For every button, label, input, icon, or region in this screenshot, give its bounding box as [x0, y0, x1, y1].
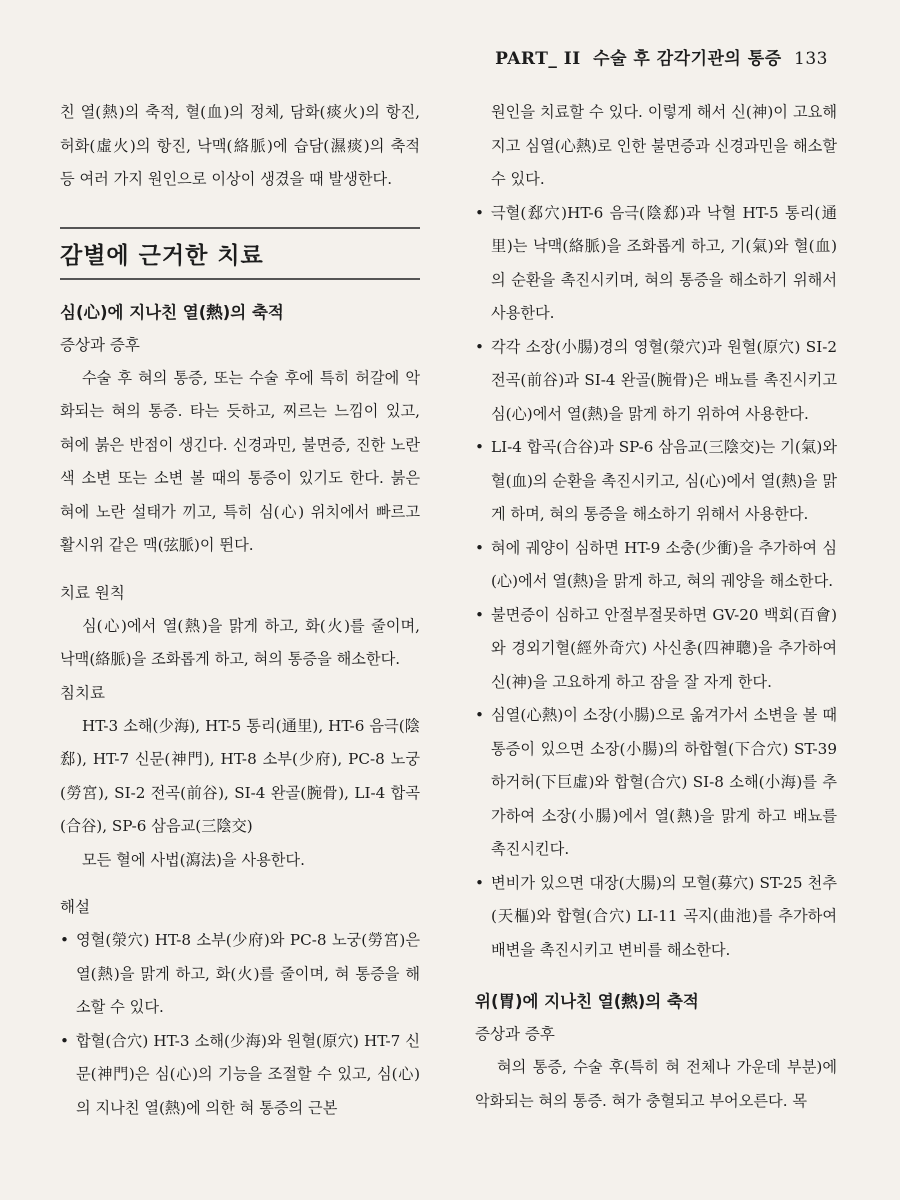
explanation-bullet: • 심열(心熱)이 소장(小腸)으로 옮겨가서 소변을 볼 때 통증이 있으면 소장(小腸)의 하합혈(下合穴) ST-39 하거허(下巨虛)와 합혈(合穴) SI-8 소해(小海)를 추가하여 소장(小腸)에서 열(熱)을 맑게 하고 배뇨를 촉진시킨다. [475, 699, 837, 867]
explanation-label: 해설 [60, 898, 90, 916]
symptoms-label: 증상과 증후 [475, 1025, 555, 1043]
symptoms-paragraph: 수술 후 혀의 통증, 또는 수술 후에 특히 허갈에 악화되는 혀의 통증. 타는 듯하고, 찌르는 느낌이 있고, 혀에 붉은 반점이 생긴다. 신경과민, 불면증, 진한 노란색 소변 또는 소변 볼 때의 통증이 있기도 한다. 붉은 혀에 노란 설태가 끼고, 특히 심(心) 위치에서 빠르고 활시위 같은 맥(弦脈)이 뛴다. [60, 368, 420, 554]
explanation-bullet: • 영혈(滎穴) HT-8 소부(少府)와 PC-8 노궁(勞宮)은 열(熱)을 맑게 하고, 화(火)를 줄이며, 혀 통증을 해소할 수 있다. [60, 924, 420, 1025]
running-header [495, 44, 828, 69]
acupuncture-points: HT-3 소해(少海), HT-5 통리(通里), HT-6 음극(陰郄), HT-7 신문(神門), HT-8 소부(少府), PC-8 노궁(勞宮), SI-2 전곡(前谷), SI-4 완골(腕骨), LI-4 합곡(合谷), SP-6 삼음교(三陰交) [60, 716, 420, 835]
subsection-title-stomach: 위(胃)에 지나친 열(熱)의 축적 [475, 992, 699, 1011]
explanation-bullet: • LI-4 합곡(合谷)과 SP-6 삼음교(三陰交)는 기(氣)와 혈(血)의 순환을 촉진시키고, 심(心)에서 열(熱)을 맑게 하며, 혀의 통증을 해소하기 위해서 사용한다. [475, 431, 837, 532]
explanation-bullet: • 합혈(合穴) HT-3 소해(少海)와 원혈(原穴) HT-7 신문(神門)은 심(心)의 기능을 조절할 수 있고, 심(心)의 지나친 열(熱)에 의한 혀 통증의 근본 [60, 1025, 420, 1126]
page-number: 133 [794, 49, 828, 69]
symptoms-label: 증상과 증후 [60, 335, 140, 354]
explanation-bullet: • 각각 소장(小腸)경의 영혈(滎穴)과 원혈(原穴) SI-2 전곡(前谷)과 SI-4 완골(腕骨)은 배뇨를 촉진시키고 심(心)에서 열(熱)을 맑게 하기 위하여 사용한다. [475, 331, 837, 432]
subsection-title-heart: 심(心)에 지나친 열(熱)의 축적 [60, 302, 284, 322]
principle-label: 치료 원칙 [60, 583, 125, 602]
explanation-bullet: • 극혈(郄穴)HT-6 음극(陰郄)과 낙혈 HT-5 통리(通里)는 낙맥(絡脈)을 조화롭게 하고, 기(氣)와 혈(血)의 순환을 촉진시키며, 혀의 통증을 해소하기 위해서 사용한다. [475, 197, 837, 331]
part-label: PART_ II [495, 49, 581, 69]
explanation-bullet: • 변비가 있으면 대장(大腸)의 모혈(募穴) ST-25 천추(天樞)와 합혈(合穴) LI-11 곡지(曲池)를 추가하여 배변을 촉진시키고 변비를 해소한다. [475, 867, 837, 968]
intro-paragraph: 친 열(熱)의 축적, 혈(血)의 정체, 담화(痰火)의 항진, 허화(虛火)의 항진, 낙맥(絡脈)에 습담(濕痰)의 축적 등 여러 가지 원인으로 이상이 생겼을 때 발생한다. [60, 103, 420, 188]
principle-paragraph: 심(心)에서 열(熱)을 맑게 하고, 화(火)를 줄이며, 낙맥(絡脈)을 조화롭게 하고, 혀의 통증을 해소한다. [60, 616, 420, 668]
symptoms-paragraph: 혀의 통증, 수술 후(특히 혀 전체나 가운데 부분)에 악화되는 혀의 통증. 혀가 충혈되고 부어오른다. 목 [475, 1058, 837, 1110]
acupuncture-label: 침치료 [60, 683, 105, 702]
section-title: 감별에 근거한 치료 [60, 227, 420, 280]
chapter-title: 수술 후 감각기관의 통증 [593, 49, 782, 69]
acupuncture-method: 모든 혈에 사법(瀉法)을 사용한다. [82, 850, 305, 869]
left-column [60, 96, 420, 1125]
explanation-bullet: • 불면증이 심하고 안절부절못하면 GV-20 백회(百會)와 경외기혈(經外奇穴) 사신총(四神聰)을 추가하여 신(神)을 고요하게 하고 잠을 잘 자게 한다. [475, 599, 837, 700]
right-column [475, 96, 837, 1118]
continuation-paragraph: 원인을 치료할 수 있다. 이렇게 해서 신(神)이 고요해지고 심열(心熱)로 인한 불면증과 신경과민을 해소할 수 있다. [491, 103, 837, 188]
explanation-bullet: • 혀에 궤양이 심하면 HT-9 소충(少衝)을 추가하여 심(心)에서 열(熱)을 맑게 하고, 혀의 궤양을 해소한다. [475, 532, 837, 599]
